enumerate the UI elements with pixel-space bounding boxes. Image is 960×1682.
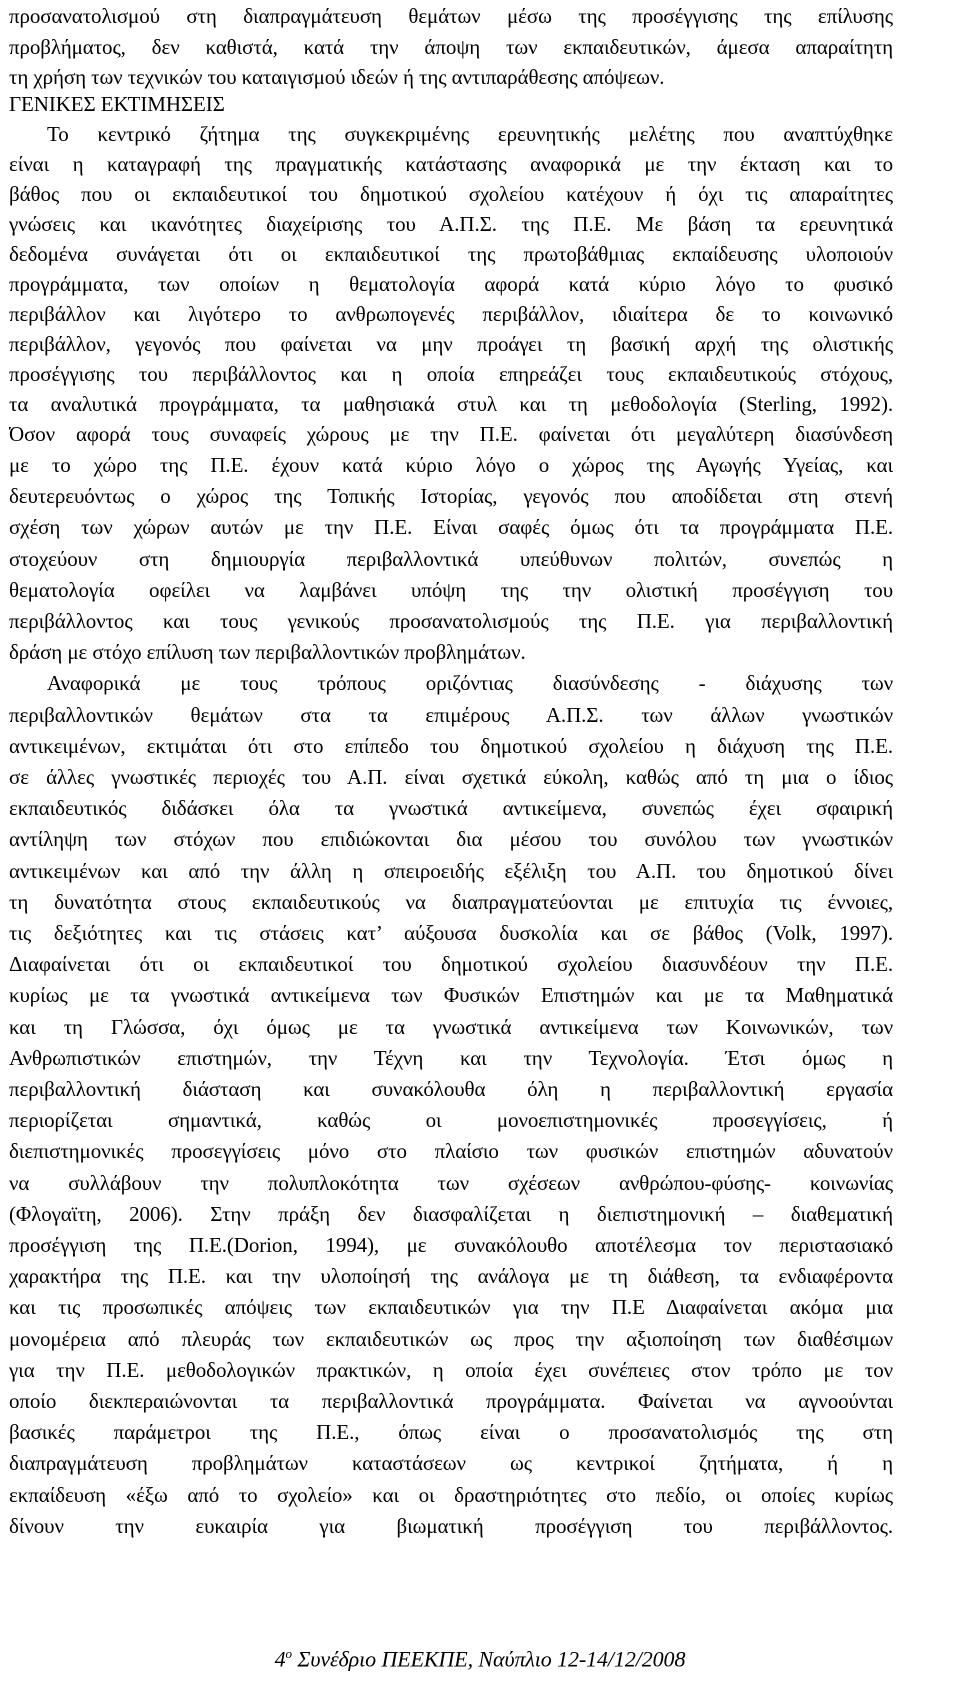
text-line: περιβαλλοντικών θεμάτων στα τα επιμέρους Α.Π.Σ. των άλλων γνωστικών (9, 703, 893, 727)
text-line: προσανατολισμού στη διαπραγμάτευση θεμάτων μέσω της προσέγγισης της επίλυσης (9, 4, 893, 28)
text-line: εκπαίδευση «έξω από το σχολείο» και οι δραστηριότητες στο πεδίο, οι οποίες κυρίως (9, 1483, 893, 1507)
text-line: δεδομένα συνάγεται ότι οι εκπαιδευτικοί της πρωτοβάθμιας εκπαίδευσης υλοποιούν (9, 242, 893, 266)
text-line: Το κεντρικό ζήτημα της συγκεκριμένης ερευνητικής μελέτης που αναπτύχθηκε (47, 122, 893, 146)
text-line: στοχεύουν στη δημιουργία περιβαλλοντικά υπεύθυνων πολιτών, συνεπώς η (9, 547, 893, 571)
page-footer (0, 1646, 960, 1672)
text-line: δευτερευόντως ο χώρος της Τοπικής Ιστορίας, γεγονός που αποδίδεται στη στενή (9, 484, 893, 508)
text-line: διαπραγμάτευση προβλημάτων καταστάσεων ως κεντρικοί ζητήματα, ή η (9, 1451, 893, 1475)
text-line: είναι η καταγραφή της πραγματικής κατάστασης αναφορικά με την έκταση και το (9, 152, 893, 176)
text-line: προσέγγιση της Π.Ε.(Dorion, 1994), με συνακόλουθο αποτέλεσμα τον περιστασιακό (9, 1233, 893, 1257)
text-line: δίνουν την ευκαιρία για βιωματική προσέγγιση του περιβάλλοντος. (9, 1514, 893, 1538)
text-line: περιβάλλον, γεγονός που φαίνεται να μην προάγει τη βασική αρχή της ολιστικής (9, 332, 893, 356)
text-line: (Φλογαϊτη, 2006). Στην πράξη δεν διασφαλίζεται η διεπιστημονική – διαθεματική (9, 1202, 893, 1226)
text-line: τη δυνατότητα στους εκπαιδευτικούς να διαπραγματεύονται με επιτυχία τις έννοιες, (9, 890, 893, 914)
text-line: προσέγγισης του περιβάλλοντος και η οποία επηρεάζει τους εκπαιδευτικούς στόχους, (9, 362, 893, 386)
text-line: αντίληψη των στόχων που επιδιώκονται δια μέσου του συνόλου των γνωστικών (9, 827, 893, 851)
text-line: χαρακτήρα της Π.Ε. και την υλοποίησή της ανάλογα με τη διάθεση, τα ενδιαφέροντα (9, 1264, 893, 1288)
text-line: Όσον αφορά τους συναφείς χώρους με την Π.Ε. φαίνεται ότι μεγαλύτερη διασύνδεση (9, 422, 893, 446)
text-line: εκπαιδευτικός διδάσκει όλα τα γνωστικά αντικείμενα, συνεπώς έχει σφαιρική (9, 796, 893, 820)
text-line: περιβάλλοντος και τους γενικούς προσανατολισμούς της Π.Ε. για περιβαλλοντική (9, 609, 893, 633)
text-line: αντικειμένων και από την άλλη η σπειροειδής εξέλιξη του Α.Π. του δημοτικού δίνει (9, 859, 893, 883)
text-line: περιορίζεται σημαντικά, καθώς οι μονοεπιστημονικές προσεγγίσεις, ή (9, 1108, 893, 1132)
text-line: κυρίως με τα γνωστικά αντικείμενα των Φυσικών Επιστημών και με τα Μαθηματικά (9, 983, 893, 1007)
text-line: προβλήματος, δεν καθιστά, κατά την άποψη των εκπαιδευτικών, άμεσα απαραίτητη (9, 35, 893, 59)
text-line: γνώσεις και ικανότητες διαχείρισης του Α.Π.Σ. της Π.Ε. Με βάση τα ερευνητικά (9, 212, 893, 236)
text-line: Αναφορικά με τους τρόπους οριζόντιας διασύνδεσης - διάχυσης των (47, 671, 893, 695)
footer-number: 4 (274, 1646, 286, 1672)
text-line: Διαφαίνεται ότι οι εκπαιδευτικοί του δημοτικού σχολείου διασυνδέουν την Π.Ε. (9, 952, 893, 976)
text-line: και τις προσωπικές απόψεις των εκπαιδευτικών για την Π.Ε Διαφαίνεται ακόμα μια (9, 1295, 893, 1319)
text-line: τα αναλυτικά προγράμματα, τα μαθησιακά στυλ και τη μεθοδολογία (Sterling, 1992). (9, 392, 893, 416)
text-line: προγράμματα, των οποίων η θεματολογία αφορά κατά κύριο λόγο το φυσικό (9, 272, 893, 296)
text-line: μονομέρεια από πλευράς των εκπαιδευτικών ως προς την αξιοποίηση των διαθέσιμων (9, 1327, 893, 1351)
text-line: με το χώρο της Π.Ε. έχουν κατά κύριο λόγο ο χώρος της Αγωγής Υγείας, και (9, 453, 893, 477)
text-line: τη χρήση των τεχνικών του καταιγισμού ιδεών ή της αντιπαράθεσης απόψεων. (9, 65, 665, 89)
text-line: βασικές παράμετροι της Π.Ε., όπως είναι ο προσανατολισμός της στη (9, 1420, 893, 1444)
text-line: σχέση των χώρων αυτών με την Π.Ε. Είναι σαφές όμως ότι τα προγράμματα Π.Ε. (9, 515, 893, 539)
text-line: οποίο διεκπεραιώνονται τα περιβαλλοντικά προγράμματα. Φαίνεται να αγνοούνται (9, 1389, 893, 1413)
text-line: Ανθρωπιστικών επιστημών, την Τέχνη και την Τεχνολογία. Έτσι όμως η (9, 1046, 893, 1070)
text-line: σε άλλες γνωστικές περιοχές του Α.Π. είναι σχετικά εύκολη, καθώς από τη μια ο ίδιος (9, 765, 893, 789)
text-line: τις δεξιότητες και τις στάσεις κατ’ αύξουσα δυσκολία και σε βάθος (Volk, 1997). (9, 921, 893, 945)
text-line: δράση με στόχο επίλυση των περιβαλλοντικών προβλημάτων. (9, 640, 526, 664)
footer-ordinal: ο (285, 1646, 292, 1661)
text-line: και τη Γλώσσα, όχι όμως με τα γνωστικά αντικείμενα των Κοινωνικών, των (9, 1015, 893, 1039)
text-line: περιβάλλον και λιγότερο το ανθρωπογενές περιβάλλον, ιδιαίτερα δε το κοινωνικό (9, 302, 893, 326)
footer-text: Συνέδριο ΠΕΕΚΠΕ, Ναύπλιο 12-14/12/2008 (291, 1646, 686, 1672)
text-line: να συλλάβουν την πολυπλοκότητα των σχέσεων ανθρώπου-φύσης- κοινωνίας (9, 1171, 893, 1195)
text-line (9, 1542, 893, 1573)
text-line: περιβαλλοντική διάσταση και συνακόλουθα όλη η περιβαλλοντική εργασία (9, 1077, 893, 1101)
text-line: για την Π.Ε. μεθοδολογικών πρακτικών, η οποία έχει συνέπειες στον τρόπο με τον (9, 1358, 893, 1382)
text-line: θεματολογία οφείλει να λαμβάνει υπόψη της την ολιστική προσέγγιση του (9, 578, 893, 602)
text-line: αντικειμένων, εκτιμάται ότι στο επίπεδο του δημοτικού σχολείου η διάχυση της Π.Ε. (9, 734, 893, 758)
section-heading: ΓΕΝΙΚΕΣ ΕΚΤΙΜΗΣΕΙΣ (9, 92, 225, 116)
text-line: διεπιστημονικές προσεγγίσεις μόνο στο πλαίσιο των φυσικών επιστημών αδυνατούν (9, 1139, 893, 1163)
text-line: βάθος που οι εκπαιδευτικοί του δημοτικού σχολείου κατέχουν ή όχι τις απαραίτητες (9, 182, 893, 206)
